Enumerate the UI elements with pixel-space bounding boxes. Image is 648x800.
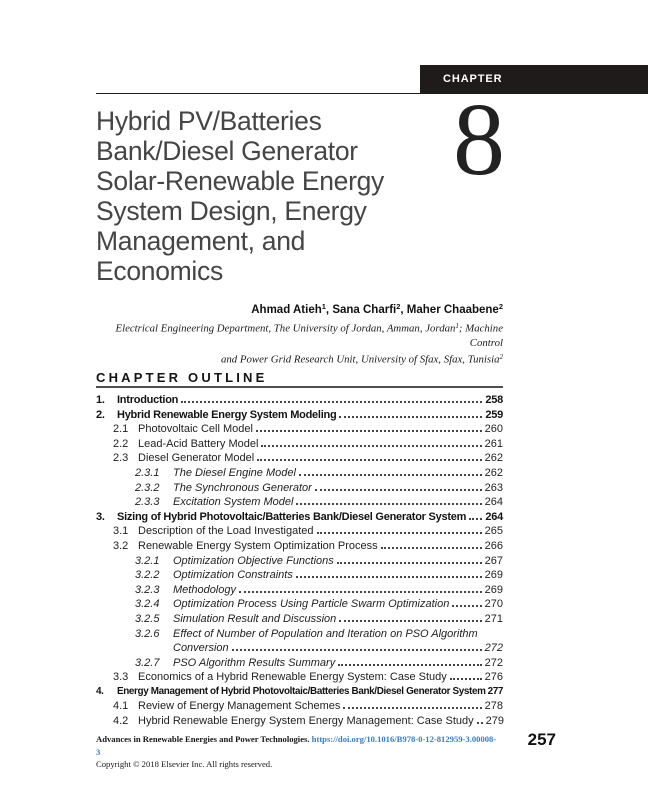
- outline-entry: [96, 656, 503, 671]
- outline-entry: [96, 568, 503, 583]
- title-line: Economics: [96, 256, 223, 286]
- outline-entry: [96, 510, 503, 525]
- entry-label: Introduction: [117, 394, 179, 406]
- entry-number: 3.2.1: [135, 554, 160, 567]
- dot-leader: [450, 678, 482, 680]
- author-name: Ahmad Atieh: [251, 304, 322, 316]
- entry-page: 271: [484, 612, 503, 625]
- entry-page: 269: [484, 583, 503, 596]
- outline-entry: [96, 524, 503, 539]
- entry-number: 3.2: [113, 539, 129, 552]
- outline-entry: [96, 393, 503, 408]
- entry-page: 267: [484, 554, 503, 567]
- outline-entry: [96, 466, 503, 481]
- entry-number: 3.2.7: [135, 656, 160, 669]
- title-line: System Design, Energy: [96, 196, 367, 226]
- author-footnote-marker: 1: [321, 302, 326, 311]
- entry-number: 3.2.6: [135, 627, 160, 640]
- outline-rule: [96, 386, 503, 388]
- entry-label: The Synchronous Generator: [173, 481, 312, 494]
- entry-number: 3.: [96, 510, 105, 523]
- dot-leader: [317, 532, 482, 534]
- outline-entry: [96, 422, 503, 437]
- book-title: Advances in Renewable Energies and Power Technologies.: [96, 734, 310, 744]
- footer: [96, 733, 500, 771]
- entry-page: 264: [484, 496, 503, 509]
- author-name: Sana Charfi: [332, 304, 397, 316]
- outline-entry: [96, 612, 503, 627]
- outline-entry: [96, 451, 503, 466]
- entry-number: 2.3.3: [135, 496, 160, 509]
- entry-page: 278: [484, 700, 503, 713]
- entry-label: PSO Algorithm Results Summary: [173, 656, 336, 669]
- entry-label: Optimization Constraints: [173, 569, 293, 582]
- entry-number: 2.1: [113, 423, 129, 436]
- dot-leader: [239, 591, 482, 593]
- entry-number: 4.2: [113, 715, 129, 728]
- entry-number: 3.2.4: [135, 598, 160, 611]
- outline-entry: [96, 437, 503, 452]
- dot-leader: [452, 605, 481, 607]
- dot-leader: [339, 620, 481, 622]
- doi-link[interactable]: https://doi.org/10.1016/B978-0-12-812959-3.00008-3: [96, 734, 497, 757]
- title-line: Solar-Renewable Energy: [96, 166, 385, 196]
- entry-label: Effect of Number of Population and Iteration on PSO Algorithm: [173, 627, 478, 640]
- outline-entry: [96, 495, 503, 510]
- dot-leader: [256, 430, 482, 432]
- outline-entry: [96, 699, 503, 714]
- entry-page: 259: [485, 408, 503, 421]
- entry-number: 1.: [96, 394, 105, 406]
- chapter-number: 8: [453, 82, 505, 197]
- entry-label: Economics of a Hybrid Renewable Energy System: Case Study: [138, 671, 447, 684]
- authors-line: Ahmad Atieh$^1$, Sana Charfi$^2$, Maher Chaabene$^2$: [251, 302, 503, 316]
- entry-label: Description of the Load Investigated: [138, 525, 314, 538]
- entry-page: 272: [484, 656, 503, 669]
- dot-leader: [299, 474, 482, 476]
- dot-leader: [381, 547, 482, 549]
- outline-entry: [96, 408, 503, 423]
- entry-label: Lead-Acid Battery Model: [138, 437, 259, 450]
- chapter-outline: [96, 393, 503, 729]
- dot-leader: [257, 459, 481, 461]
- affiliation-line: Electrical Engineering Department, The University of Jordan, Amman, Jordan$^1$; Machine Control: [115, 322, 503, 349]
- entry-page: 265: [484, 525, 503, 538]
- entry-number: 4.: [96, 685, 104, 697]
- dot-leader: [343, 707, 481, 709]
- entry-page: 262: [484, 452, 503, 465]
- copyright-line: Copyright © 2018 Elsevier Inc. All rights reserved.: [96, 759, 273, 769]
- title-line: Bank/Diesel Generator: [96, 136, 358, 166]
- outline-entry: [96, 554, 503, 569]
- dot-leader: [469, 518, 482, 520]
- outline-entry: [96, 641, 503, 656]
- dot-leader: [296, 576, 482, 578]
- chapter-tab-label: CHAPTER: [443, 73, 503, 85]
- entry-label: Sizing of Hybrid Photovoltaic/Batteries Bank/Diesel Generator System: [117, 510, 467, 523]
- entry-page: 272: [484, 642, 503, 655]
- entry-label: Hybrid Renewable Energy System Energy Management: Case Study: [138, 715, 474, 728]
- dot-leader: [337, 562, 482, 564]
- outline-heading: CHAPTER OUTLINE: [96, 370, 268, 385]
- entry-label: Hybrid Renewable Energy System Modeling: [117, 408, 337, 421]
- entry-page: 261: [484, 437, 503, 450]
- entry-label: Renewable Energy System Optimization Process: [138, 539, 378, 552]
- entry-page: 276: [484, 671, 503, 684]
- outline-entry: [96, 627, 503, 642]
- entry-label: Diesel Generator Model: [138, 452, 255, 465]
- entry-page: 269: [484, 569, 503, 582]
- entry-label: Excitation System Model: [173, 496, 294, 509]
- entry-number: 2.3.1: [135, 466, 160, 479]
- entry-label: Simulation Result and Discussion: [173, 612, 337, 625]
- entry-label: Review of Energy Management Schemes: [138, 700, 341, 713]
- author-footnote-marker: 2: [498, 302, 503, 311]
- entry-label: Photovoltaic Cell Model: [138, 423, 253, 436]
- entry-page: 262: [484, 466, 503, 479]
- entry-label: Conversion: [173, 642, 229, 655]
- entry-page: 260: [484, 423, 503, 436]
- dot-leader: [338, 664, 481, 666]
- entry-number: 3.2.3: [135, 583, 160, 596]
- affiliation-footnote-marker: 1: [455, 322, 459, 330]
- page-number: 257: [527, 730, 556, 749]
- author-footnote-marker: 2: [396, 302, 401, 311]
- affiliation-footnote-marker: 2: [499, 352, 503, 361]
- outline-entry: [96, 597, 503, 612]
- entry-page: 263: [484, 481, 503, 494]
- entry-label: Optimization Objective Functions: [173, 554, 334, 567]
- entry-label: The Diesel Engine Model: [173, 466, 296, 479]
- entry-page: 279: [485, 715, 505, 728]
- dot-leader: [315, 489, 482, 491]
- author-name: Maher Chaabene: [406, 304, 499, 316]
- entry-page: 270: [484, 598, 503, 611]
- entry-number: 3.1: [113, 525, 129, 538]
- entry-page: 277: [487, 685, 503, 697]
- entry-label: Energy Management of Hybrid Photovoltaic/Batteries Bank/Diesel Generator System: [117, 685, 486, 697]
- entry-number: 3.2.5: [135, 612, 160, 625]
- entry-number: 2.2: [113, 437, 129, 450]
- entry-label: Optimization Process Using Particle Swarm Optimization: [173, 598, 450, 611]
- chapter-title: [96, 106, 446, 286]
- entry-number: 3.3: [113, 671, 129, 684]
- outline-entry: [96, 670, 503, 685]
- entry-number: 2.3: [113, 452, 129, 465]
- entry-page: 264: [485, 510, 503, 523]
- dot-leader: [296, 503, 481, 505]
- affiliation: [96, 319, 503, 366]
- entry-number: 2.: [96, 408, 105, 421]
- entry-number: 2.3.2: [135, 481, 160, 494]
- outline-entry: [96, 481, 503, 496]
- outline-entry: [96, 583, 503, 598]
- title-line: Management, and: [96, 226, 306, 256]
- outline-entry: [96, 685, 503, 700]
- dot-leader: [181, 401, 482, 403]
- dot-leader: [261, 445, 481, 447]
- affiliation-line: and Power Grid Research Unit, University of Sfax, Sfax, Tunisia$^2$: [221, 352, 503, 365]
- entry-label: Methodology: [173, 583, 236, 596]
- title-line: Hybrid PV/Batteries: [96, 106, 322, 136]
- entry-number: 3.2.2: [135, 569, 160, 582]
- entry-number: 4.1: [113, 700, 129, 713]
- outline-entry: [96, 714, 503, 729]
- footer-citation-line: [96, 733, 500, 758]
- dot-leader: [339, 416, 482, 418]
- dot-leader: [232, 649, 482, 651]
- entry-page: 266: [484, 539, 503, 552]
- outline-entry: [96, 539, 503, 554]
- entry-page: 258: [485, 394, 503, 406]
- dot-leader: [477, 722, 483, 724]
- header-rule: [96, 93, 648, 94]
